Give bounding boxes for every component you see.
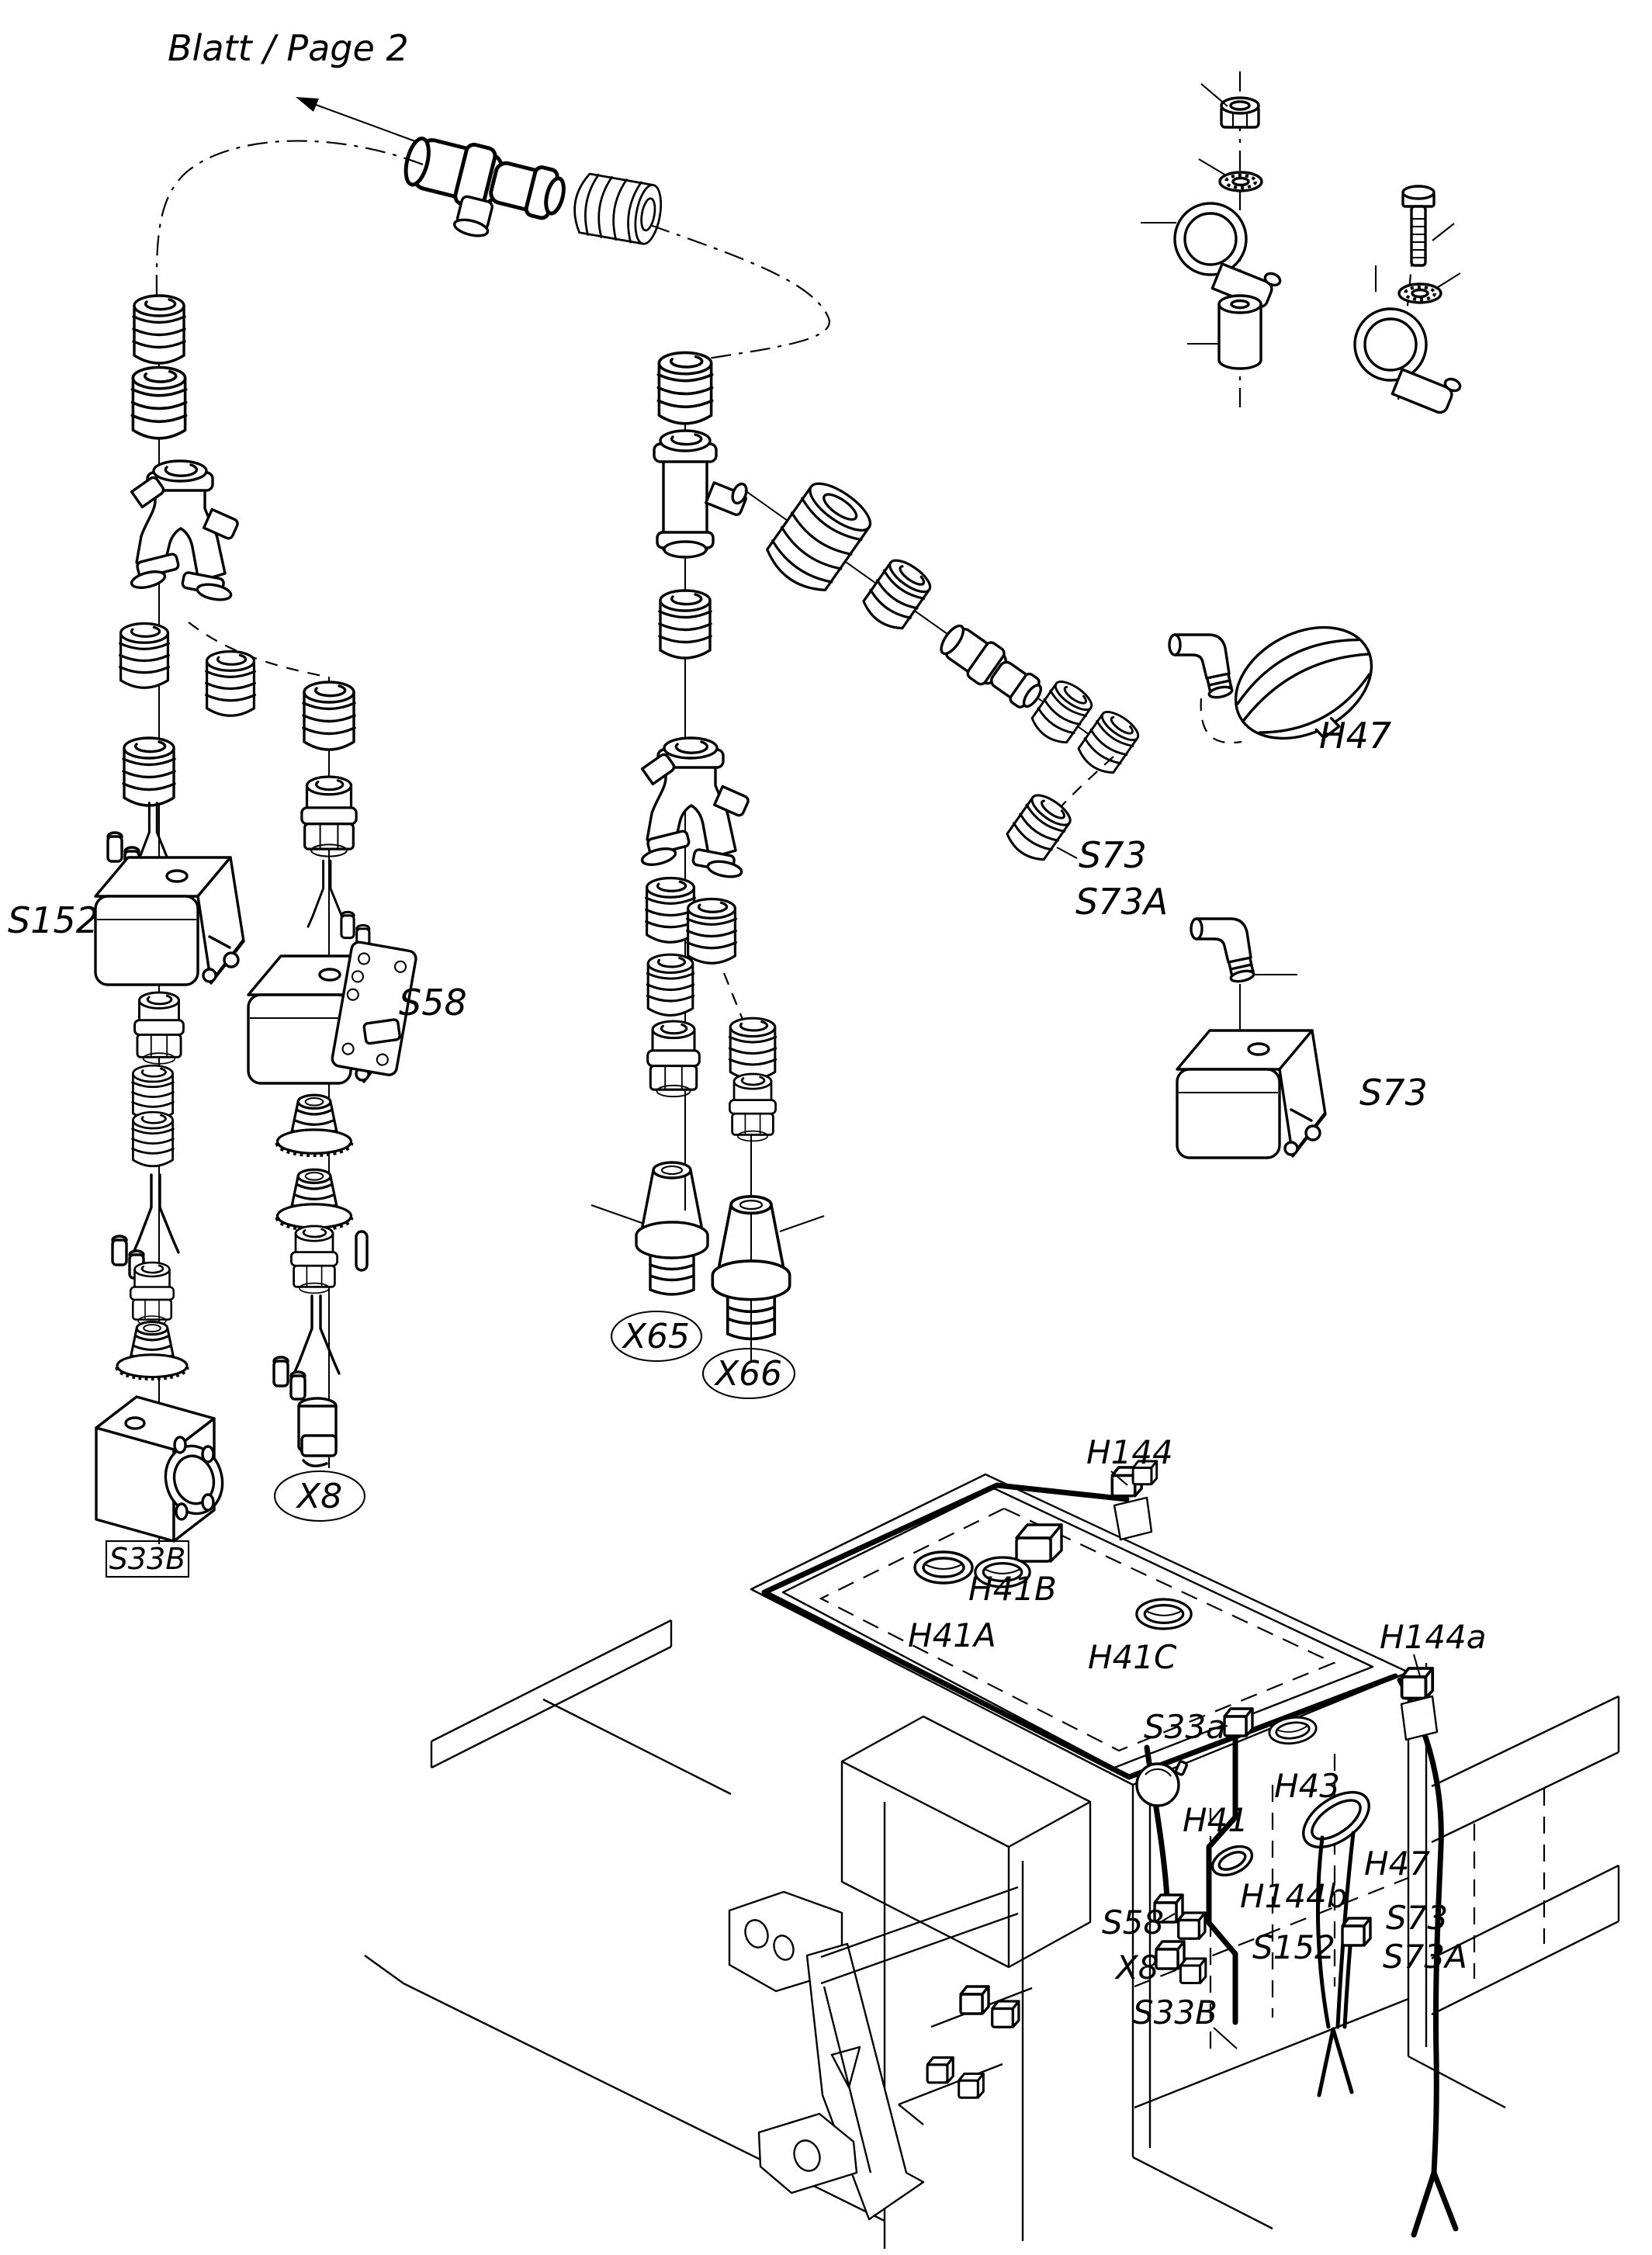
corrugated-boot xyxy=(570,171,665,246)
label-s33b-inst: S33B xyxy=(1133,1993,1217,2032)
elbow-fitting xyxy=(1191,919,1255,983)
chassis-connector xyxy=(927,2058,953,2083)
label-x8: X8 xyxy=(296,1477,343,1516)
hex-bolt xyxy=(1403,186,1434,265)
boot-x65 xyxy=(636,1162,708,1294)
lock-nut xyxy=(1221,98,1259,127)
cable-gland xyxy=(303,682,355,750)
crimp-terminals xyxy=(274,1357,305,1399)
wire-fork xyxy=(133,1175,178,1252)
t-branch-fitting xyxy=(654,431,749,557)
switch-s73 xyxy=(1177,1031,1325,1158)
label-s33a: S33a xyxy=(1144,1708,1226,1746)
leader-x66 xyxy=(780,1216,824,1231)
compression-fitting xyxy=(135,992,184,1064)
cylindrical-pin xyxy=(356,1231,367,1270)
arrowhead xyxy=(296,97,319,112)
grommet-h144b xyxy=(1208,1841,1256,1881)
label-s33b: S33B xyxy=(109,1542,186,1576)
compression-fitting xyxy=(302,777,356,857)
corrugated-boot xyxy=(760,475,878,600)
cable-gland xyxy=(658,352,712,423)
label-s152: S152 xyxy=(8,899,99,941)
cable-gland xyxy=(647,954,693,1015)
page-reference: Blatt / Page 2 xyxy=(168,27,409,69)
label-x65: X65 xyxy=(622,1317,691,1356)
routing-centerline-middle xyxy=(650,225,829,359)
label-h41: H41 xyxy=(1183,1801,1249,1839)
stepped-fitting xyxy=(291,1226,337,1293)
cable-gland xyxy=(120,624,169,688)
cable-gland-s73 xyxy=(1003,789,1075,865)
label-h144: H144 xyxy=(1086,1433,1173,1471)
cable-gland xyxy=(132,367,185,438)
cable-gland xyxy=(206,652,255,716)
elbow-fitting xyxy=(1169,635,1233,699)
chassis-connector xyxy=(992,2001,1019,2027)
label-h41b: H41B xyxy=(968,1570,1057,1608)
ribbed-grommet xyxy=(278,1095,352,1155)
label-h41a: H41A xyxy=(908,1616,996,1654)
tee-conduit-assembly xyxy=(393,130,570,255)
label-h144b: H144b xyxy=(1240,1877,1348,1915)
s73-switch-group xyxy=(1177,919,1325,1158)
clamp-assembly-2 xyxy=(1355,186,1462,414)
switch-s33a xyxy=(1224,1709,1252,1736)
cable-gland xyxy=(687,899,736,964)
chassis-connector xyxy=(959,2073,984,2097)
star-washer xyxy=(1399,284,1441,303)
label-s58-inst: S58 xyxy=(1102,1903,1165,1942)
ribbed-grommet xyxy=(278,1169,352,1229)
lamp-h41 xyxy=(1137,1761,1187,1806)
p-clamp xyxy=(1175,203,1282,309)
lamp-h41c xyxy=(1137,1599,1191,1629)
middle-gland-column xyxy=(591,352,824,1362)
label-s152-inst: S152 xyxy=(1252,1928,1335,1966)
harness-drop-s152 xyxy=(1209,1738,1235,2022)
switch-s152 xyxy=(95,857,244,985)
y-branch-fitting xyxy=(130,461,238,602)
label-h47-inst: H47 xyxy=(1364,1845,1431,1883)
compression-fitting xyxy=(729,1074,775,1141)
diagonal-chain xyxy=(745,475,1394,866)
y-branch-fitting xyxy=(640,738,749,879)
clamp-assembly-1 xyxy=(1141,71,1282,407)
compression-fitting xyxy=(130,1263,174,1325)
cable-gland xyxy=(729,1018,775,1079)
cable-gland xyxy=(859,554,936,635)
p-clamp xyxy=(1355,309,1462,414)
label-s73a-inst: S73A xyxy=(1383,1938,1467,1976)
label-h43: H43 xyxy=(1274,1767,1341,1805)
chassis-connector xyxy=(961,1987,989,2014)
compression-fitting xyxy=(648,1021,700,1096)
label-s73-inst: S73 xyxy=(1386,1899,1449,1937)
lamp-h41a xyxy=(915,1552,972,1583)
leader-x65 xyxy=(591,1205,644,1224)
label-s73a: S73A xyxy=(1075,881,1169,923)
wire-fork xyxy=(294,1296,339,1373)
lamp-h41b-box xyxy=(1016,1525,1062,1561)
label-h47: H47 xyxy=(1319,715,1392,757)
label-s73-box: S73 xyxy=(1359,1072,1428,1114)
inline-connector xyxy=(934,618,1048,716)
ribbed-grommet xyxy=(117,1322,187,1379)
cable-gland xyxy=(133,296,185,363)
cable-gland xyxy=(660,591,711,658)
connector-x8-body xyxy=(299,1398,336,1466)
left-gland-column xyxy=(95,296,255,1544)
cable-gland xyxy=(133,1112,174,1166)
label-s73: S73 xyxy=(1079,834,1147,876)
equipment-cabinet xyxy=(842,1716,1090,1967)
label-h41c: H41C xyxy=(1088,1638,1177,1676)
routing-centerline-left xyxy=(157,141,423,295)
s58-column xyxy=(248,677,417,1468)
label-x8-inst: X8 xyxy=(1116,1948,1159,1987)
connector-s73-wire xyxy=(1342,1918,1370,2027)
label-h144a: H144a xyxy=(1380,1618,1487,1656)
cable-gland xyxy=(123,738,175,805)
connector-h144a xyxy=(1401,1668,1437,1740)
leader-s73 xyxy=(1057,847,1077,858)
cab-roof-hidden xyxy=(821,1509,1334,1751)
switch-s33b xyxy=(96,1397,230,1541)
label-x66: X66 xyxy=(715,1354,783,1394)
chassis-beams xyxy=(431,1620,731,1794)
label-s58: S58 xyxy=(399,982,467,1024)
spacer-sleeve xyxy=(1219,296,1261,369)
